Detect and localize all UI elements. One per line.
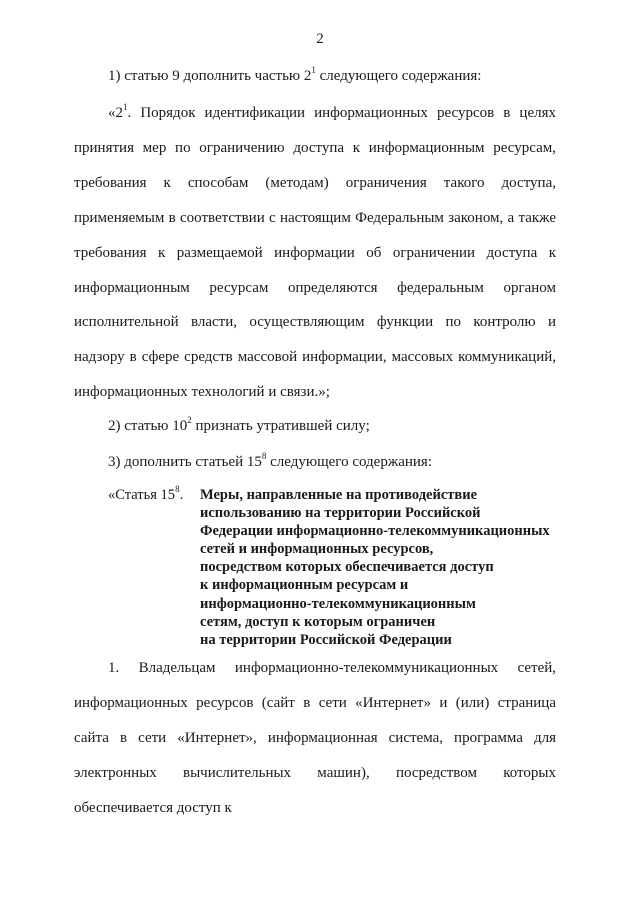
list-item-1	[108, 66, 568, 86]
list-item-2	[108, 416, 568, 436]
article-lead-text: «Статья 15	[108, 487, 176, 503]
article-title: Меры, направленные на противодействие использованию на территории Российской Федерации информационно-телекоммуникационных сетей и информационных ресурсов, посредством которых обеспечивается доступ к информационным ресурсам и информационно-телекоммуникационным сетям, доступ к которым ограничен на территории Российской Федерации	[200, 487, 550, 648]
body-paragraph: 1. Владельцам информационно-телекоммуникационных сетей, информационных ресурсов (сайт в сети «Интернет» и (или) страница сайта в сети «Интернет», информационная система, программа для электронных вычислительных машин), посредством которых обеспечивается доступ к	[74, 660, 556, 816]
superscript: 8	[175, 484, 180, 494]
article-lead-dot: .	[179, 487, 184, 503]
superscript: 8	[261, 451, 267, 461]
list-item-3-text: 3) дополнить статьей 15	[108, 454, 262, 470]
page-number: 2	[316, 31, 324, 47]
list-item-1-text: 1) статью 9 дополнить частью 2	[108, 68, 312, 84]
list-item-3	[108, 452, 568, 472]
quote-text: . Порядок идентификации информационных ресурсов в целях принятия мер по ограничению доступа к информационным ресурсам, требования к способам (методам) ограничения такого доступа, применяемым в соответствии с настоящим Федеральным законом, а также требования к размещаемой информации об ограничении доступа к информационным ресурсам определяются федеральным органом исполнительной власти, осуществляющим функции по контролю и надзору в сфере средств массовой информации, массовых коммуникаций, информационных технологий и связи.»;	[74, 105, 556, 401]
list-item-2-text-end: признать утратившей силу;	[191, 418, 370, 434]
quote-open: «2	[108, 105, 123, 121]
superscript: 1	[123, 102, 128, 112]
article-number	[108, 486, 183, 504]
superscript: 1	[311, 65, 316, 75]
list-item-2-text: 2) статью 10	[108, 418, 188, 434]
superscript: 2	[187, 415, 192, 425]
quoted-paragraph	[74, 96, 556, 410]
list-item-3-text-end: следующего содержания:	[266, 454, 432, 470]
list-item-1-text-end: следующего содержания:	[315, 68, 482, 84]
